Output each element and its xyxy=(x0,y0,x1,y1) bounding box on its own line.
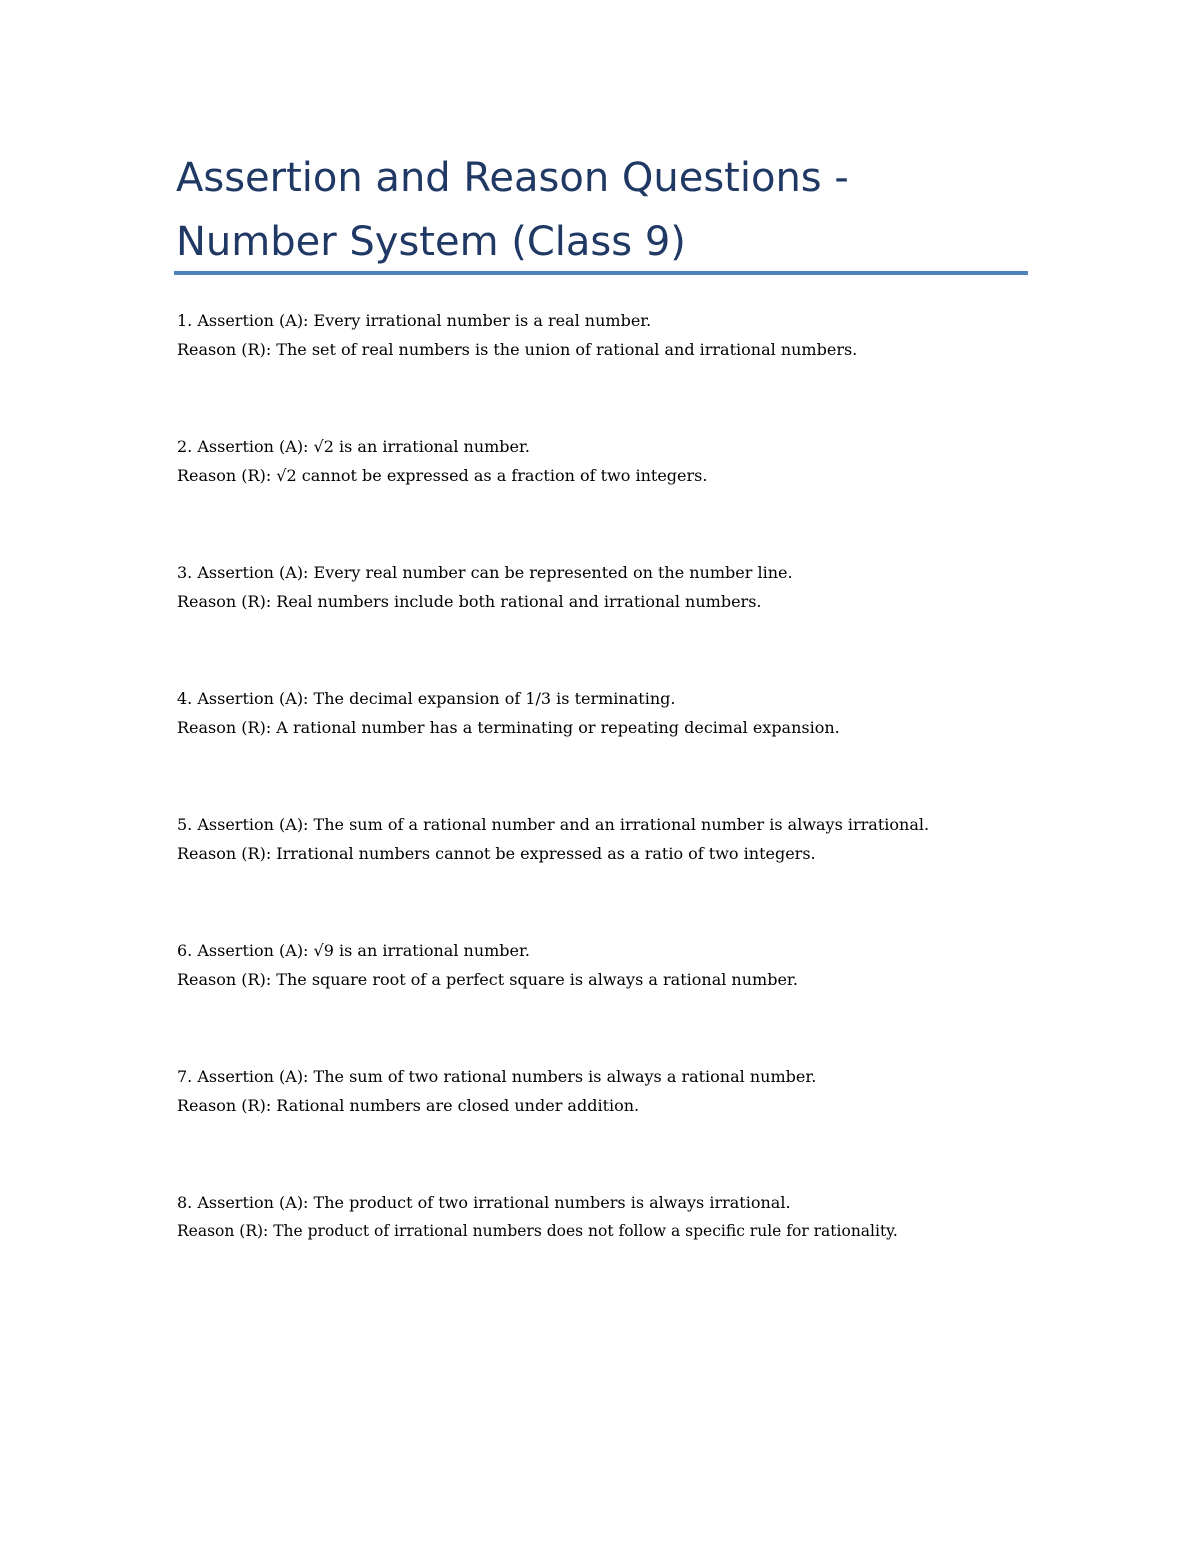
assertion-text: 4. Assertion (A): The decimal expansion of 1/3 is terminating. xyxy=(177,689,676,708)
reason-text: Reason (R): A rational number has a terminating or repeating decimal expansion. xyxy=(177,718,840,737)
reason-text: Reason (R): The set of real numbers is the union of rational and irrational numbers. xyxy=(177,340,858,359)
question-5 xyxy=(177,810,1027,868)
title-underline xyxy=(174,271,1028,275)
question-7 xyxy=(177,1062,1027,1120)
reason-text: Reason (R): The square root of a perfect square is always a rational number. xyxy=(177,970,798,989)
title-line-1: Assertion and Reason Questions - xyxy=(176,155,849,201)
assertion-text: 2. Assertion (A): √2 is an irrational number. xyxy=(177,437,530,456)
assertion-text: 3. Assertion (A): Every real number can be represented on the number line. xyxy=(177,563,793,582)
assertion-text: 6. Assertion (A): √9 is an irrational number. xyxy=(177,941,530,960)
reason-text: Reason (R): Real numbers include both rational and irrational numbers. xyxy=(177,592,762,611)
reason-text: Reason (R): √2 cannot be expressed as a fraction of two integers. xyxy=(177,466,708,485)
reason-text: Reason (R): The product of irrational numbers does not follow a specific rule for rationality. xyxy=(177,1222,898,1240)
title-line-2: Number System (Class 9) xyxy=(176,219,686,265)
question-1 xyxy=(177,306,1027,364)
page-title xyxy=(176,146,1028,274)
assertion-text: 5. Assertion (A): The sum of a rational number and an irrational number is always irrational. xyxy=(177,815,930,834)
question-4 xyxy=(177,684,1027,742)
reason-text: Reason (R): Rational numbers are closed under addition. xyxy=(177,1096,640,1115)
question-3 xyxy=(177,558,1027,616)
question-6 xyxy=(177,936,1027,994)
reason-text: Reason (R): Irrational numbers cannot be expressed as a ratio of two integers. xyxy=(177,844,816,863)
assertion-text: 1. Assertion (A): Every irrational number is a real number. xyxy=(177,311,652,330)
question-list xyxy=(177,306,1027,1246)
assertion-text: 7. Assertion (A): The sum of two rational numbers is always a rational number. xyxy=(177,1067,817,1086)
assertion-text: 8. Assertion (A): The product of two irrational numbers is always irrational. xyxy=(177,1193,791,1212)
question-8 xyxy=(177,1188,1027,1246)
question-2 xyxy=(177,432,1027,490)
